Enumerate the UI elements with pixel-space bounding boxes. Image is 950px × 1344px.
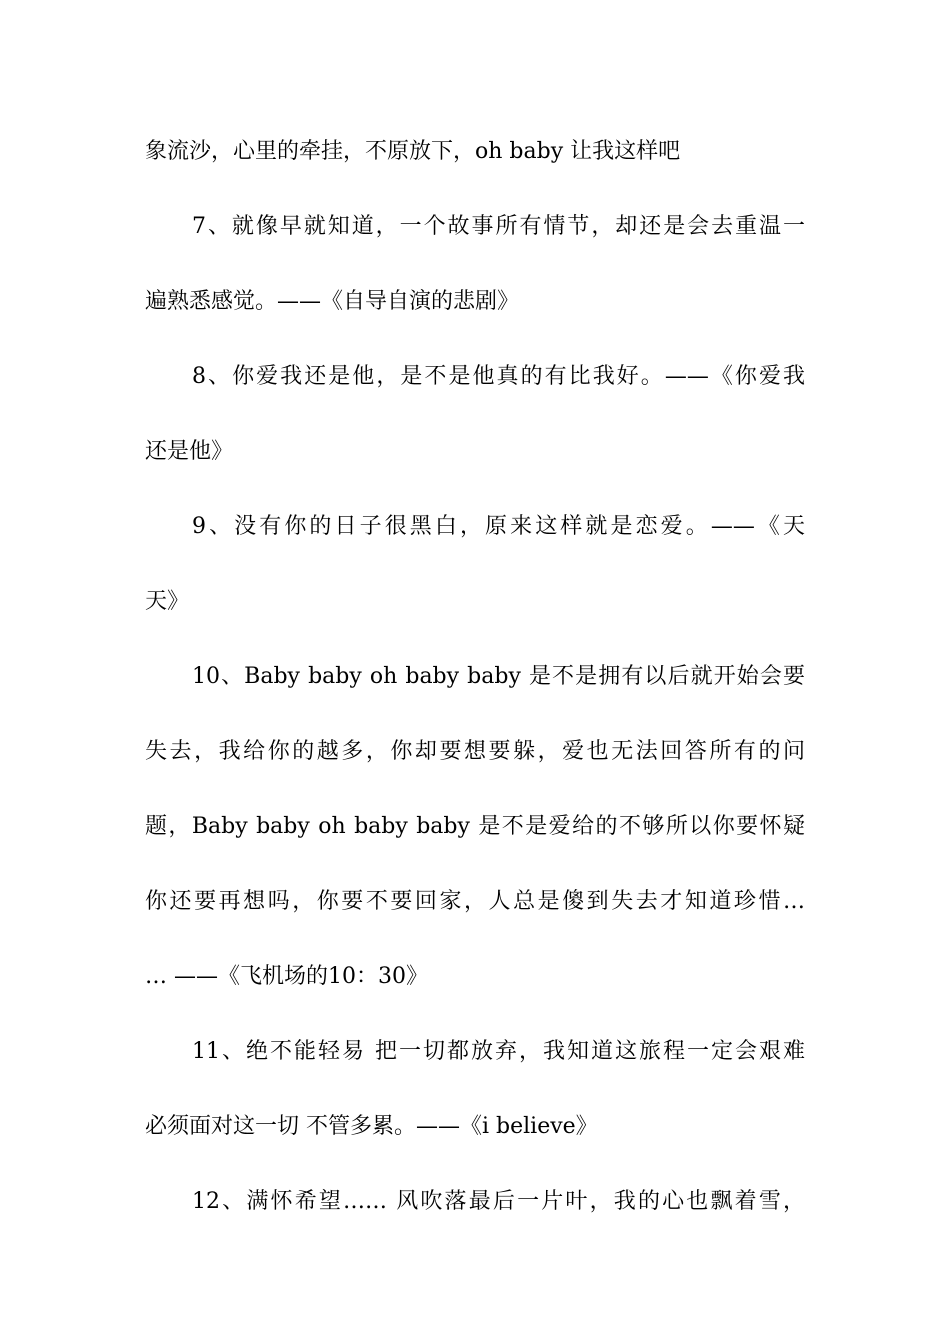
- text-line: 你还要再想吗，你要不要回家，人总是傻到失去才知道珍惜…: [145, 889, 805, 914]
- text-line: 必须面对这一切 不管多累。——《i believe》: [145, 1114, 598, 1139]
- text-line: 遍熟悉感觉。——《自导自演的悲剧》: [145, 289, 520, 314]
- text-line: 天》: [145, 589, 190, 614]
- text-line: 失去，我给你的越多，你却要想要躲，爱也无法回答所有的问: [145, 739, 805, 764]
- text-line: 10、Baby baby oh baby baby 是不是拥有以后就开始会要: [192, 664, 805, 689]
- text-line: 9、没有你的日子很黑白，原来这样就是恋爱。——《天: [192, 514, 805, 539]
- lyrics-text-block: [145, 128, 805, 1253]
- text-line: 12、满怀希望…… 风吹落最后一片叶，我的心也飘着雪，: [192, 1189, 805, 1214]
- text-line: 还是他》: [145, 439, 234, 464]
- text-line: 11、绝不能轻易 把一切都放弃，我知道这旅程一定会艰难: [192, 1039, 805, 1064]
- text-line: 8、你爱我还是他，是不是他真的有比我好。——《你爱我: [192, 364, 805, 389]
- text-line: … ——《飞机场的10：30》: [145, 964, 428, 989]
- text-line: 象流沙，心里的牵挂，不原放下，oh baby 让我这样吧: [145, 139, 681, 164]
- text-line: 7、就像早就知道，一个故事所有情节，却还是会去重温一: [192, 214, 805, 239]
- text-line: 题，Baby baby oh baby baby 是不是爱给的不够所以你要怀疑: [145, 814, 805, 839]
